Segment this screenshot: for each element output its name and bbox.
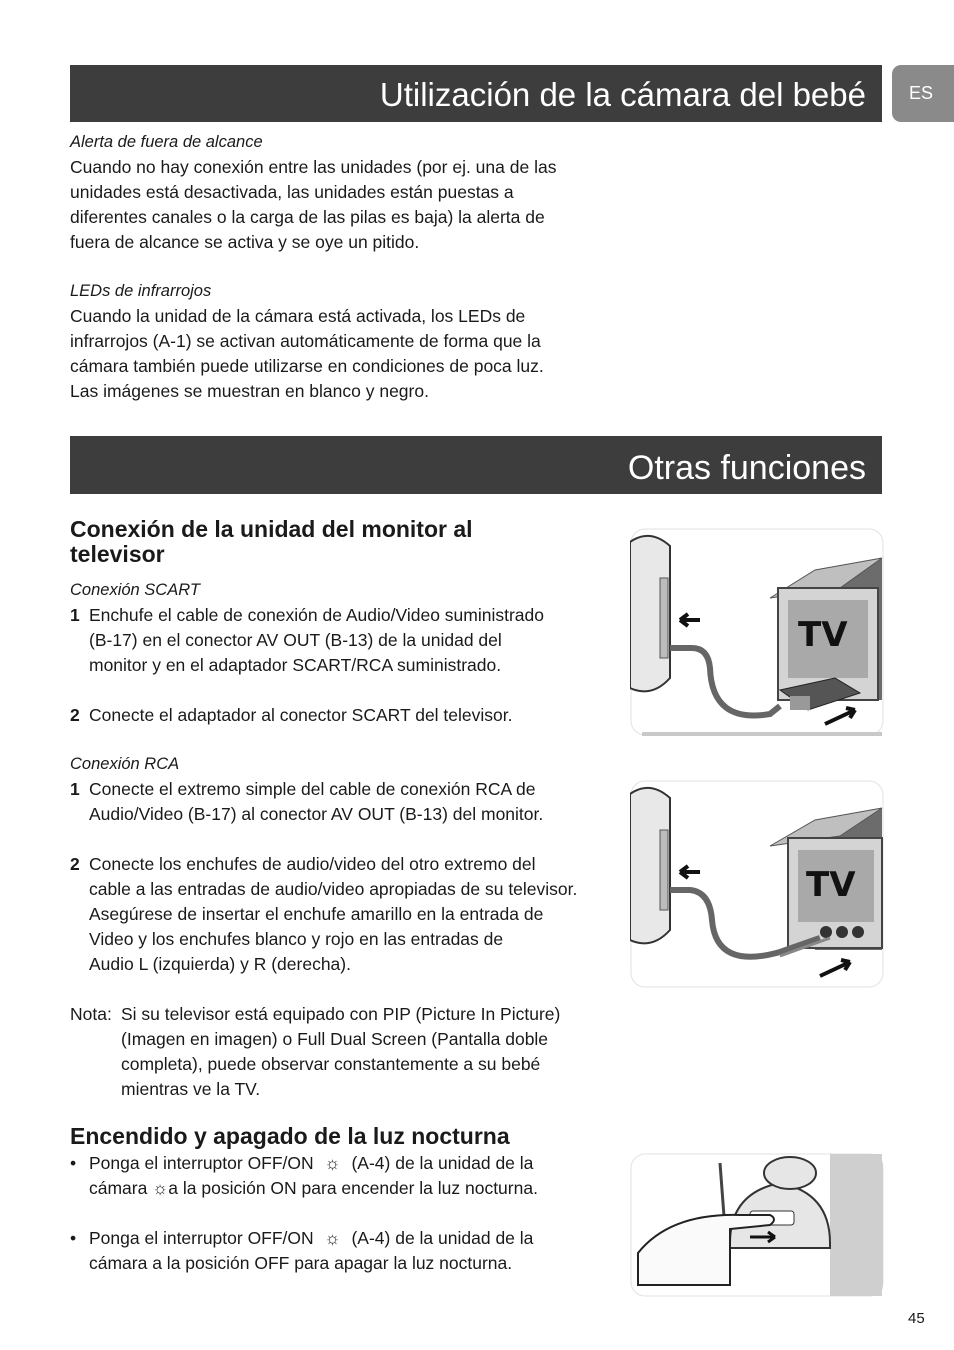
tv-label: TV (798, 615, 848, 655)
tv-connection-heading: Conexión de la unidad del monitor al televisor (70, 516, 473, 567)
note-label: Nota: (70, 1004, 112, 1024)
out-of-range-heading: Alerta de fuera de alcance (70, 133, 263, 151)
page-number: 45 (908, 1310, 925, 1327)
night-light-item-1-text-d: a la posición ON para encender la luz nocturna. (168, 1178, 538, 1198)
language-label: ES (909, 83, 934, 103)
night-light-item-2-text-b: (A-4) de la unidad de la (351, 1228, 534, 1248)
night-light-item-1-text-c: cámara (89, 1178, 148, 1198)
night-light-heading: Encendido y apagado de la luz nocturna (70, 1123, 510, 1149)
scart-step-2: Conecte el adaptador al conector SCART del televisor. (89, 705, 513, 725)
scart-step-1: Enchufe el cable de conexión de Audio/Video suministrado (B-17) en el conector AV OUT (B-13) de la unidad del monitor y en el adaptador SCART/RCA suministrado. (89, 605, 544, 675)
section-title-2: Otras funciones (627, 449, 866, 487)
sun-icon: ☼ (152, 1178, 169, 1198)
step-number: 2 (70, 854, 80, 874)
night-light-item-2-text-c: cámara a la posición OFF para apagar la luz nocturna. (89, 1253, 513, 1273)
night-light-item-1-text-a: Ponga el interruptor OFF/ON (89, 1153, 314, 1173)
night-light-item-2 (89, 1226, 609, 1276)
night-light-item-1 (89, 1151, 609, 1201)
step-number: 1 (70, 605, 80, 625)
night-light-illustration (630, 1153, 884, 1297)
language-tab (892, 65, 954, 122)
out-of-range-text: Cuando no hay conexión entre las unidades (por ej. una de las unidades está desactivada, las unidades están puestas a diferentes canales o la carga de las pilas es baja) la alerta de fuera de alcance se activa y se oye un pitido. (70, 157, 557, 252)
sun-icon: ☼ (324, 1228, 341, 1248)
ir-heading: LEDs de infrarrojos (70, 282, 212, 300)
bullet: • (70, 1228, 77, 1248)
note-text: Si su televisor está equipado con PIP (Picture In Picture) (Imagen en imagen) o Full Dual Screen (Pantalla doble completa), puede observar constantemente a su bebé mientras ve la TV. (121, 1004, 561, 1099)
tv-label: TV (806, 865, 856, 905)
rca-heading: Conexión RCA (70, 755, 180, 773)
step-number: 1 (70, 779, 80, 799)
section-title-bar-2 (70, 436, 882, 494)
scart-heading: Conexión SCART (70, 581, 200, 599)
section-title-bar (70, 65, 882, 122)
bullet: • (70, 1153, 77, 1173)
scart-connection-illustration (630, 528, 884, 736)
night-light-item-1-text-b: (A-4) de la unidad de la (351, 1153, 534, 1173)
rca-step-1: Conecte el extremo simple del cable de conexión RCA de Audio/Video (B-17) al conector AV OUT (B-13) del monitor. (89, 779, 544, 824)
step-number: 2 (70, 705, 80, 725)
sun-icon: ☼ (324, 1153, 341, 1173)
night-light-item-2-text-a: Ponga el interruptor OFF/ON (89, 1228, 314, 1248)
section-title: Utilización de la cámara del bebé (379, 76, 866, 113)
rca-step-2: Conecte los enchufes de audio/video del otro extremo del cable a las entradas de audio/video apropiadas de su televisor. Asegúrese de insertar el enchufe amarillo en la entrada de Video y los enchufes blanco y rojo en las entradas de Audio L (izquierda) y R (derecha). (89, 854, 578, 974)
ir-text: Cuando la unidad de la cámara está activada, los LEDs de infrarrojos (A-1) se activan automáticamente de forma que la cámara también puede utilizarse en condiciones de poca luz. Las imágenes se muestran en blanco y negro. (70, 306, 544, 401)
rca-connection-illustration (630, 780, 884, 988)
